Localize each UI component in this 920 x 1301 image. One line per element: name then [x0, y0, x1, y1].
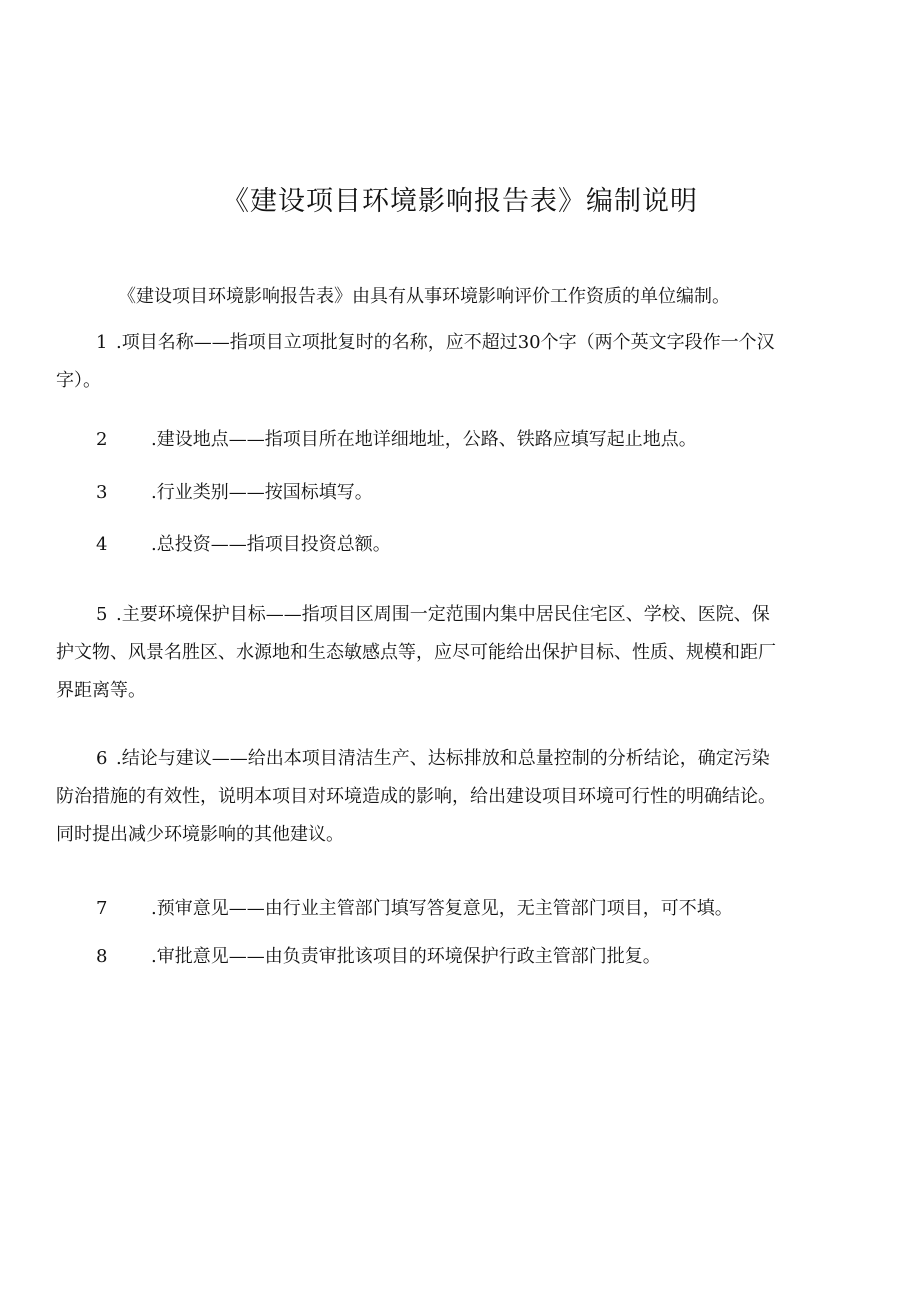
item-text-line: .预审意见——由行业主管部门填写答复意见，无主管部门项目，可不填。: [151, 898, 733, 919]
item-number: 3: [96, 482, 108, 503]
intro-paragraph: 《建设项目环境影响报告表》由具有从事环境影响评价工作资质的单位编制。: [118, 286, 730, 307]
item-number: 2: [96, 429, 108, 450]
item-text-line: .审批意见——由负责审批该项目的环境保护行政主管部门批复。: [151, 946, 661, 967]
list-item-7: [56, 890, 862, 928]
item-number: 4: [96, 534, 108, 555]
item-text-line: .总投资——指项目投资总额。: [151, 534, 391, 555]
item-number: 6: [96, 748, 108, 769]
item-text-line: .建设地点——指项目所在地详细地址，公路、铁路应填写起止地点。: [151, 429, 697, 450]
item-number: 5: [96, 604, 108, 625]
item-text-line: 字）。: [56, 370, 101, 391]
list-item-4: [56, 526, 862, 564]
list-item-8: [56, 938, 862, 976]
item-text-line: 护文物、风景名胜区、水源地和生态敏感点等，应尽可能给出保护目标、性质、规模和距厂: [56, 642, 776, 663]
item-text-line: 界距离等。: [56, 680, 146, 701]
list-item-1: [56, 324, 862, 400]
list-item-2: [56, 421, 862, 459]
item-text-line: .项目名称——指项目立项批复时的名称，应不超过30个字（两个英文字段作一个汉: [116, 332, 775, 353]
item-number: 8: [96, 946, 108, 967]
item-text-line: 防治措施的有效性，说明本项目对环境造成的影响，给出建设项目环境可行性的明确结论。: [56, 786, 776, 807]
item-number: 7: [96, 898, 108, 919]
item-text-line: 同时提出减少环境影响的其他建议。: [56, 824, 344, 845]
item-text-line: .主要环境保护目标——指项目区周围一定范围内集中居民住宅区、学校、医院、保: [116, 604, 770, 625]
item-text-line: .结论与建议——给出本项目清洁生产、达标排放和总量控制的分析结论，确定污染: [116, 748, 770, 769]
item-text-line: .行业类别——按国标填写。: [151, 482, 373, 503]
list-item-5: [56, 596, 862, 710]
item-number: 1: [96, 332, 108, 353]
list-item-6: [56, 740, 862, 854]
list-item-3: [56, 474, 862, 512]
document-title: 《建设项目环境影响报告表》编制说明: [222, 186, 698, 217]
